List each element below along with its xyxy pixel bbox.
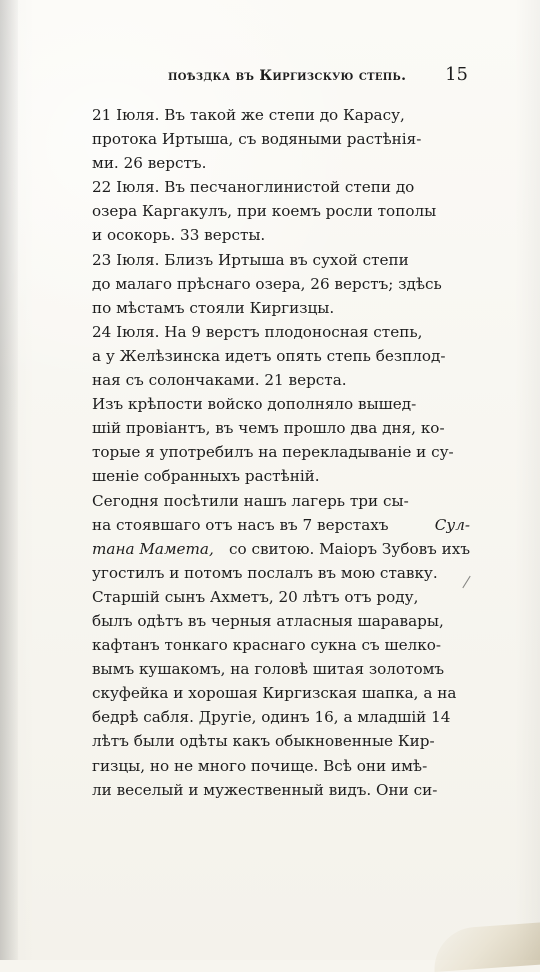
text-line: угостилъ и потомъ послалъ въ мою ставку. <box>92 563 438 582</box>
text-line: гизцы, но не много почище. Всѣ они имѣ- <box>92 756 428 775</box>
text-line: а у Желѣзинска идетъ опять степь безплод- <box>92 346 446 365</box>
text-line-prefix: на стоявшаго отъ насъ въ 7 верстахъ <box>92 515 389 534</box>
text-line: ная съ солончаками. 21 верста. <box>92 371 347 390</box>
italic-name-fragment: тана Мамета, <box>92 539 214 558</box>
text-line: озера Каргакулъ, при коемъ росли тополы <box>92 202 437 221</box>
main-text-block <box>92 103 470 802</box>
text-line-with-italic-tail <box>92 513 470 537</box>
text-line: протока Иртыша, съ водяными растѣнія- <box>92 130 422 149</box>
text-line: кафтанъ тонкаго краснаго сукна съ шелко- <box>92 636 441 655</box>
text-line: лѣтъ были одѣты какъ обыкновенные Кир- <box>92 732 435 751</box>
text-line-rest: со свитою. Маіоръ Зубовъ ихъ <box>229 539 470 558</box>
text-line: по мѣстамъ стояли Киргизцы. <box>92 298 335 317</box>
text-line: 24 Іюля. На 9 верстъ плодоносная степь, <box>92 322 423 341</box>
running-header <box>168 64 468 86</box>
italic-name-fragment: Сул- <box>434 515 470 534</box>
text-line: ми. 26 верстъ. <box>92 154 207 173</box>
text-line: былъ одѣтъ въ черныя атласныя шаравары, <box>92 611 444 630</box>
text-line: торые я употребилъ на перекладываніе и су- <box>92 443 454 462</box>
text-line: Изъ крѣпости войско дополняло вышед- <box>92 395 417 414</box>
text-line: бедрѣ сабля. Другіе, одинъ 16, а младшій 14 <box>92 708 451 727</box>
text-line: 22 Іюля. Въ песчаноглинистой степи до <box>92 178 415 197</box>
page-spine-shadow <box>0 0 18 960</box>
text-line: вымъ кушакомъ, на головѣ шитая золотомъ <box>92 660 445 679</box>
text-line: 23 Іюля. Близъ Иртыша въ сухой степи <box>92 250 409 269</box>
text-line: Старшій сынъ Ахметъ, 20 лѣтъ отъ роду, <box>92 587 419 606</box>
text-line: скуфейка и хорошая Киргизская шапка, а на <box>92 684 457 703</box>
page-corner-curl <box>432 922 540 972</box>
running-head-title: поѣздка въ Киргизскую степь. <box>168 68 407 84</box>
text-line-with-italic-head <box>92 537 470 561</box>
text-line: до малаго прѣснаго озера, 26 верстъ; здѣсь <box>92 274 442 293</box>
text-line: шій провіантъ, въ чемъ прошло два дня, ко- <box>92 419 445 438</box>
text-line: Сегодня посѣтили нашъ лагерь три сы- <box>92 491 409 510</box>
page-number: 15 <box>445 64 468 85</box>
text-line: и осокорь. 33 версты. <box>92 226 266 245</box>
text-line: шеніе собранныхъ растѣній. <box>92 467 320 486</box>
text-line: 21 Іюля. Въ такой же степи до Карасу, <box>92 106 405 124</box>
text-line: ли веселый и мужественный видъ. Они си- <box>92 780 438 799</box>
